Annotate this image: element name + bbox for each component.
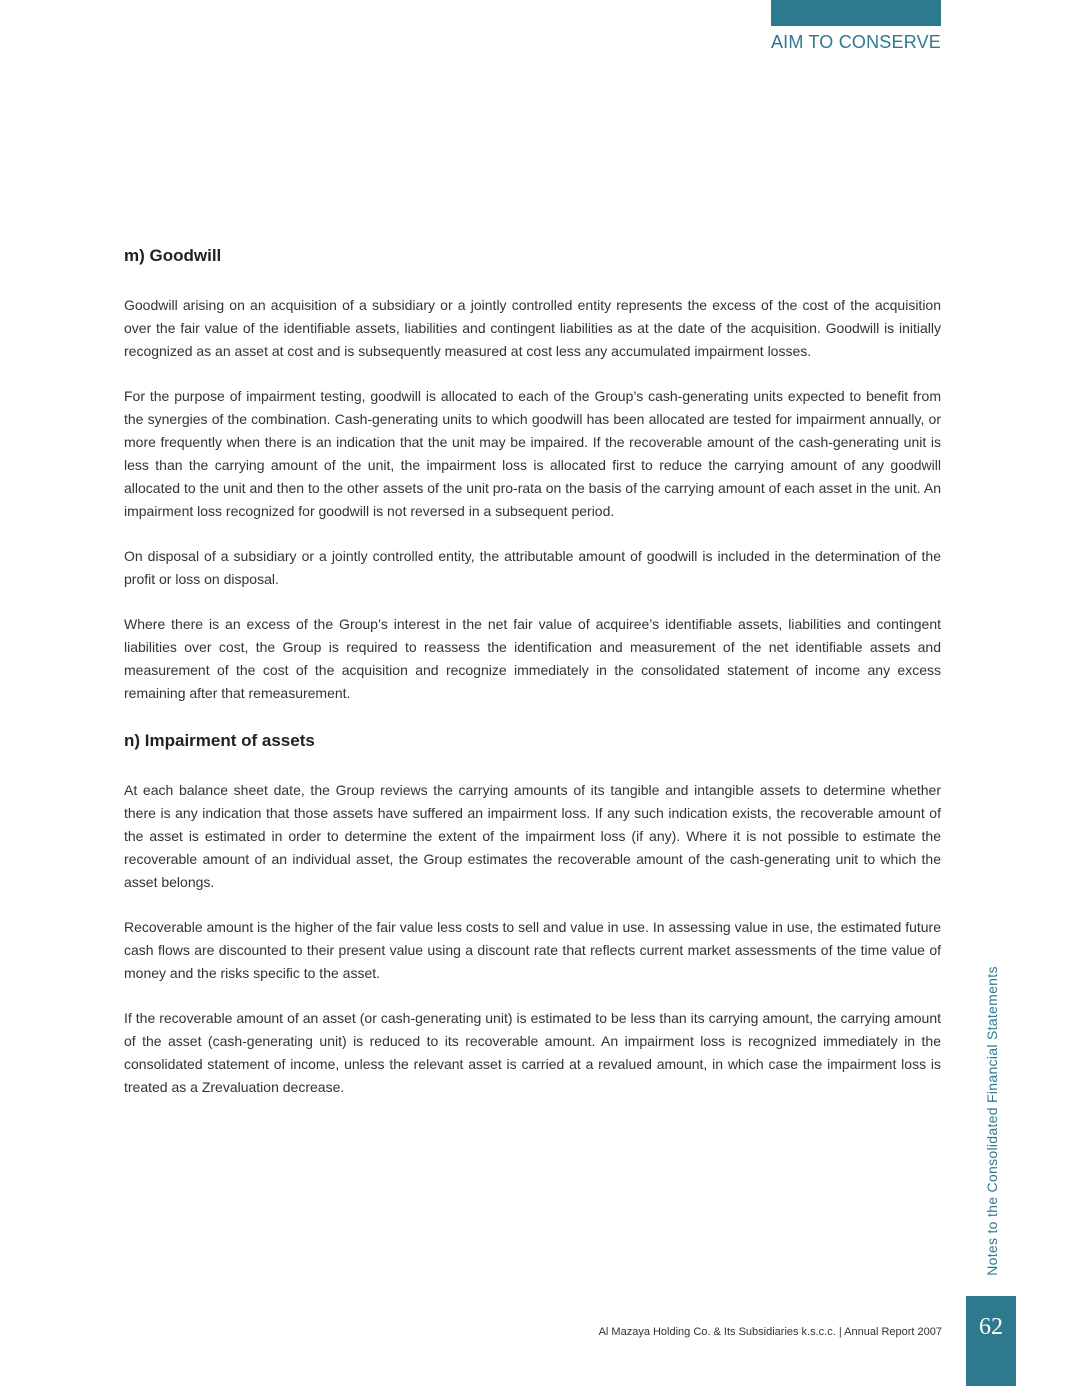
footer-text: Al Mazaya Holding Co. & Its Subsidiaries k.s.c.c. | Annual Report 2007 — [598, 1326, 942, 1338]
page-number: 62 — [979, 1314, 1003, 1340]
vertical-section-title — [982, 962, 1002, 1280]
section-heading-goodwill: m) Goodwill — [124, 246, 222, 265]
section-heading-impairment: n) Impairment of assets — [124, 731, 315, 750]
vertical-section-title-text: Notes to the Consolidated Financial Statements — [984, 966, 1000, 1276]
paragraph: If the recoverable amount of an asset (or cash-generating unit) is estimated to be less than its carrying amount, the carrying amount of the asset (cash-generating unit) is reduced to its recoverable amount. An impairment loss is recognized immediately in the consolidated statement of income, unless the relevant asset is carried at a revalued amount, in which case the impairment loss is treated as a Zrevaluation decrease. — [124, 1010, 941, 1095]
paragraph: For the purpose of impairment testing, goodwill is allocated to each of the Group’s cash-generating units expected to benefit from the synergies of the combination. Cash-generating units to which goodwill has been allocated are tested for impairment annually, or more frequently when there is an indication that the unit may be impaired. If the recoverable amount of the cash-generating unit is less than the carrying amount of the unit, the impairment loss is allocated first to reduce the carrying amount of any goodwill allocated to the unit and then to the other assets of the unit pro-rata on the basis of the carrying amount of each asset in the unit. An impairment loss recognized for goodwill is not reversed in a subsequent period. — [124, 388, 941, 519]
header-accent-bar — [771, 0, 941, 26]
main-content — [124, 244, 941, 1099]
paragraph: Where there is an excess of the Group’s interest in the net fair value of acquiree’s identifiable assets, liabilities and contingent liabilities over cost, the Group is required to reassess the identification and measurement of the net identifiable assets and measurement of the cost of the acquisition and recognize immediately in the consolidated statement of income any excess remaining after that remeasurement. — [124, 616, 941, 701]
page-number-box — [966, 1296, 1016, 1386]
paragraph: On disposal of a subsidiary or a jointly controlled entity, the attributable amount of goodwill is included in the determination of the profit or loss on disposal. — [124, 548, 941, 587]
paragraph: Recoverable amount is the higher of the fair value less costs to sell and value in use. In assessing value in use, the estimated future cash flows are discounted to their present value using a discount rate that reflects current market assessments of the time value of money and the risks specific to the asset. — [124, 919, 941, 981]
header-tagline: AIM TO CONSERVE — [770, 32, 941, 52]
paragraph: Goodwill arising on an acquisition of a subsidiary or a jointly controlled entity represents the excess of the cost of the acquisition over the fair value of the identifiable assets, liabilities and contingent liabilities as at the date of the acquisition. Goodwill is initially recognized as an asset at cost and is subsequently measured at cost less any accumulated impairment losses. — [124, 297, 941, 359]
paragraph: At each balance sheet date, the Group reviews the carrying amounts of its tangible and intangible assets to determine whether there is any indication that those assets have suffered an impairment loss. If any such indication exists, the recoverable amount of the asset is estimated in order to determine the extent of the impairment loss (if any). Where it is not possible to estimate the recoverable amount of an individual asset, the Group estimates the recoverable amount of the cash-generating unit to which the asset belongs. — [124, 782, 941, 890]
